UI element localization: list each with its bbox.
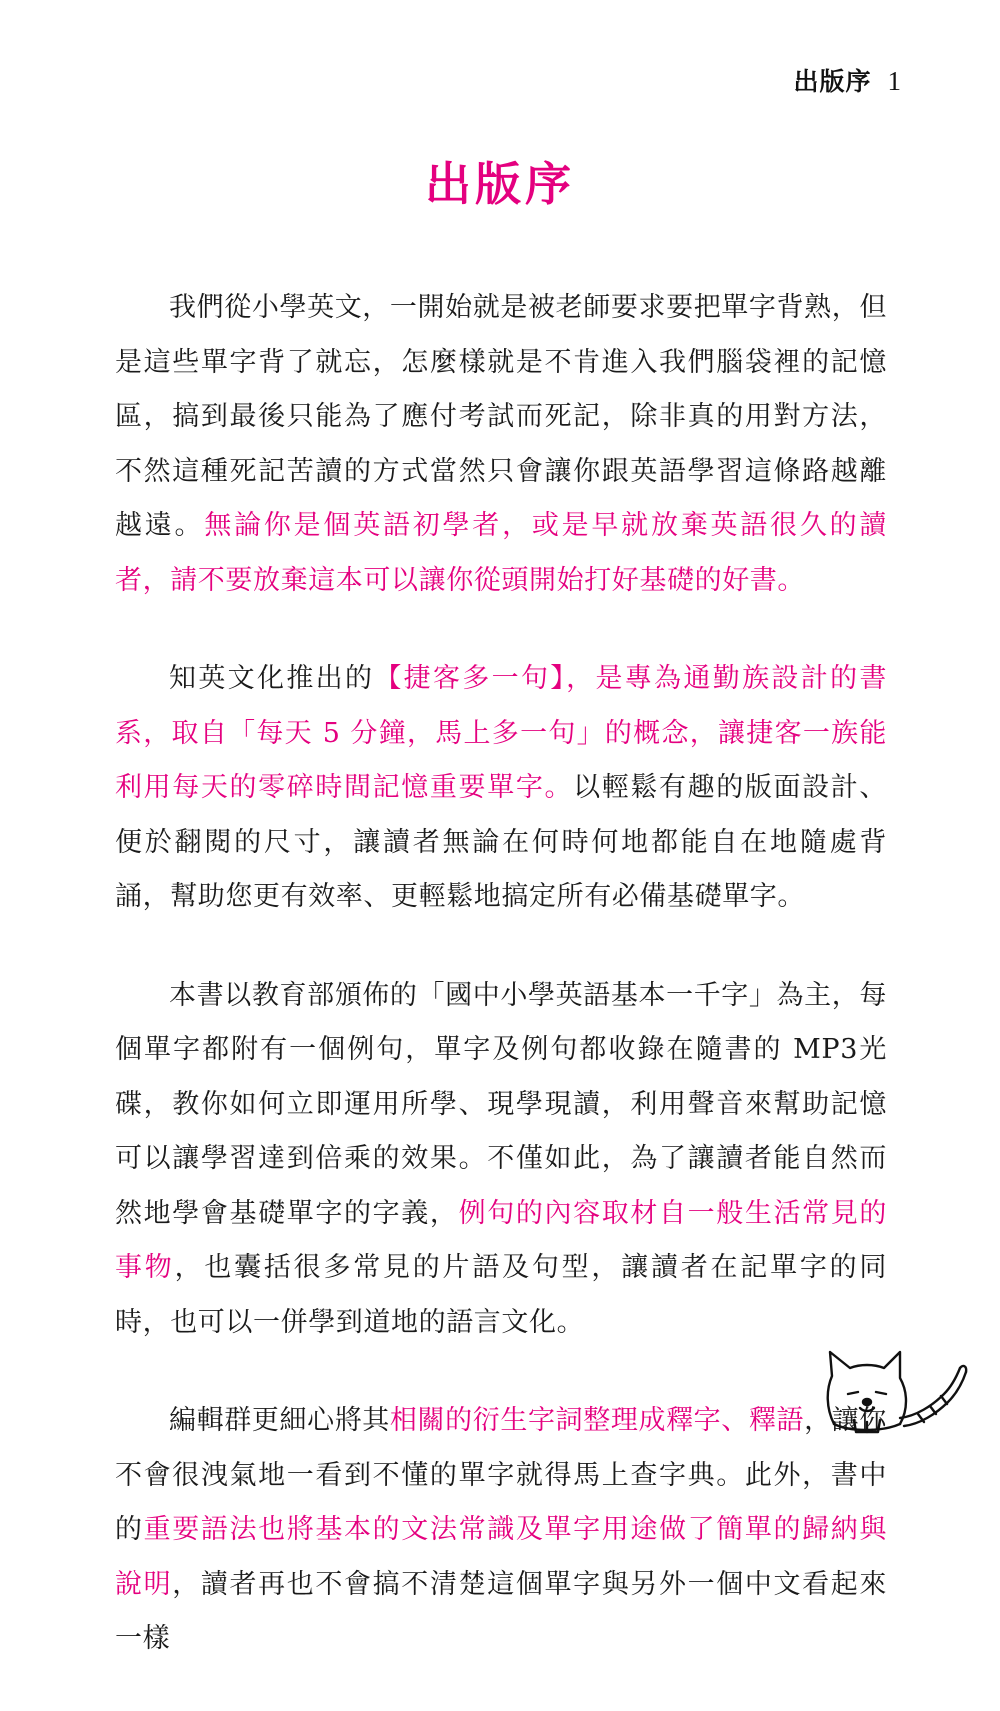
paragraph-3 — [115, 969, 887, 1351]
text-segment: 我們從小學英文，一開始就是被老師要求要把單字背熟，但是這些單字背了就忘，怎麼樣就是不肯進入我們腦袋裡的記憶區，搞到最後只能為了應付考試而死記，除非真的用對方法，不然這種死記苦讀的方式當然只會讓你跟英語學習這條路越離越遠。 — [115, 292, 887, 541]
page-number: 1 — [887, 66, 902, 96]
paragraph-4 — [115, 1394, 887, 1667]
text-segment: ，讀者再也不會搞不清楚這個單字與另外一個中文看起來一樣 — [115, 1568, 887, 1654]
text-segment: 本書以教育部頒佈的「國中小學英語基本一千字」為主，每個單字都附有一個例句，單字及例句都收錄在隨書的 MP3光碟，教你如何立即運用所學、現學現讀，利用聲音來幫助記憶可以讓學習達到倍乘的效果。不僅如此，為了讓讀者能自然而然地學會基礎單字的字義， — [115, 979, 887, 1229]
highlighted-text: 相關的衍生字詞整理成釋字、釋語 — [389, 1405, 805, 1436]
running-title: 出版序 — [793, 67, 872, 96]
paragraph-1 — [115, 281, 887, 608]
highlighted-text: 重要語法也將基本的文法常識及單字用途做了簡單的歸納與說明 — [115, 1514, 887, 1600]
paragraph-2 — [115, 652, 887, 925]
text-segment: 以輕鬆有趣的版面設計、便於翻閱的尺寸，讓讀者無論在何時何地都能自在地隨處背誦，幫助您更有效率、更輕鬆地搞定所有必備基礎單字。 — [115, 772, 887, 912]
text-segment: 知英文化推出的 — [169, 663, 375, 694]
sleeping-cat-icon — [820, 1338, 970, 1448]
highlighted-text: 【捷客多一句】，是專為通勤族設計的書系，取自「每天 5 分鐘，馬上多一句」的概念，讓捷客一族能利用每天的零碎時間記憶重要單字。 — [115, 663, 887, 803]
text-segment: ，讓你不會很洩氣地一看到不懂的單字就得馬上查字典。此外，書中的 — [115, 1405, 887, 1545]
text-segment: ，也囊括很多常見的片語及句型，讓讀者在記單字的同時，也可以一併學到道地的語言文化。 — [115, 1252, 888, 1338]
highlighted-text: 例句的內容取材自一般生活常見的事物 — [115, 1197, 888, 1283]
highlighted-text: 無論你是個英語初學者，或是早就放棄英語很久的讀者，請不要放棄這本可以讓你從頭開始打好基礎的好書。 — [115, 510, 887, 596]
text-segment: 編輯群更細心將其 — [169, 1405, 390, 1436]
body-text — [115, 281, 887, 1711]
page-title: 出版序 — [425, 157, 575, 211]
running-head — [793, 62, 902, 98]
